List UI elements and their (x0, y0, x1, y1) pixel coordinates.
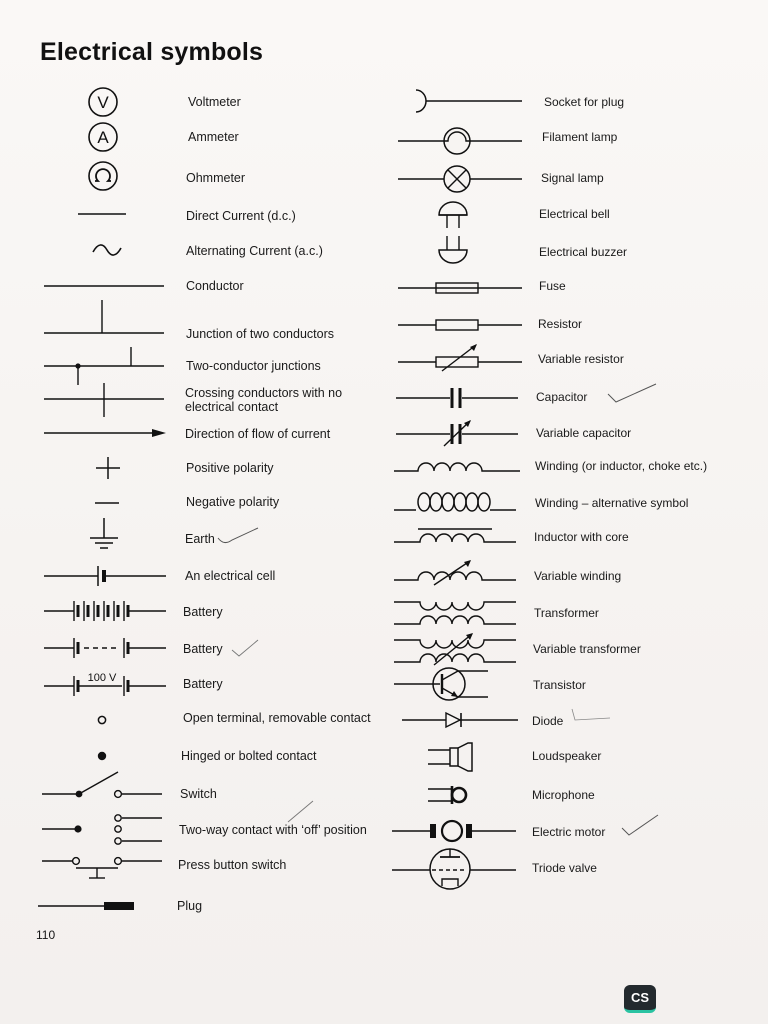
label-variable-winding: Variable winding (534, 569, 622, 583)
label-inductor-core: Inductor with core (534, 530, 629, 544)
positive-polarity-icon (95, 456, 121, 480)
label-variable-transformer: Variable transformer (533, 642, 641, 656)
crossing-conductors-icon (44, 383, 166, 419)
ammeter-icon (85, 121, 121, 153)
variable-capacitor-icon (396, 418, 522, 448)
capacitor-icon (396, 386, 522, 410)
label-socket: Socket for plug (544, 95, 625, 109)
electrical-cell-icon (44, 563, 168, 589)
pencil-tick-icon (230, 638, 260, 662)
label-junction: Junction of two conductors (186, 327, 334, 341)
earth-icon (86, 518, 122, 552)
winding-icon (394, 458, 522, 476)
junction-icon (44, 300, 166, 340)
microphone-icon (428, 784, 468, 806)
label-diode: Diode (532, 714, 564, 728)
label-battery-2: Battery (183, 642, 223, 656)
pencil-tick-icon (570, 706, 614, 724)
label-electrical-cell: An electrical cell (185, 569, 276, 583)
variable-resistor-icon (398, 342, 524, 372)
label-two-conductor-junctions: Two-conductor junctions (186, 359, 321, 373)
camscanner-badge: CS (624, 985, 656, 1013)
label-crossing-conductors: Crossing conductors with no electrical contact (185, 386, 343, 414)
negative-polarity-icon (94, 501, 120, 505)
socket-icon (410, 88, 526, 114)
pencil-tick-icon (216, 526, 260, 546)
label-ammeter: Ammeter (188, 130, 239, 144)
label-switch: Switch (180, 787, 217, 801)
label-signal-lamp: Signal lamp (541, 171, 604, 185)
label-positive-polarity: Positive polarity (186, 461, 274, 475)
variable-transformer-icon (394, 632, 522, 666)
label-transformer: Transformer (534, 606, 599, 620)
pencil-tick-icon (620, 812, 660, 838)
label-winding-alt: Winding – alternative symbol (535, 496, 689, 510)
label-electric-motor: Electric motor (532, 825, 606, 839)
label-microphone: Microphone (532, 788, 595, 802)
pencil-tick-icon (606, 382, 658, 406)
hinged-contact-icon (96, 750, 108, 762)
transistor-icon (394, 666, 494, 702)
resistor-icon (398, 318, 524, 332)
page-number: 110 (36, 928, 56, 942)
current-direction-arrow-icon (44, 428, 168, 438)
voltmeter-glyph: V (97, 93, 109, 112)
label-electrical-bell: Electrical bell (539, 207, 610, 221)
label-electrical-buzzer: Electrical buzzer (539, 245, 628, 259)
two-way-contact-icon (42, 812, 166, 848)
fuse-icon (398, 281, 524, 295)
electrical-bell-icon (436, 199, 470, 229)
battery-100v-icon (44, 670, 168, 698)
label-battery-3: Battery (183, 677, 223, 691)
label-negative-polarity: Negative polarity (186, 495, 280, 509)
label-capacitor: Capacitor (536, 390, 588, 404)
battery-voltage-label: 100 V (87, 672, 117, 684)
label-open-terminal: Open terminal, removable contact (183, 711, 371, 725)
label-hinged-contact: Hinged or bolted contact (181, 749, 317, 763)
label-loudspeaker: Loudspeaker (532, 749, 602, 763)
diode-icon (402, 710, 522, 730)
inductor-core-icon (394, 526, 522, 546)
open-terminal-icon (96, 714, 108, 726)
conductor-icon (44, 284, 166, 288)
winding-alt-icon (394, 490, 522, 516)
label-battery-1: Battery (183, 605, 223, 619)
label-alternating-current: Alternating Current (a.c.) (186, 244, 323, 258)
label-variable-capacitor: Variable capacitor (536, 426, 632, 440)
signal-lamp-icon (398, 164, 524, 194)
label-direct-current: Direct Current (d.c.) (186, 209, 296, 223)
page-title: Electrical symbols (40, 38, 264, 66)
label-plug: Plug (177, 899, 203, 913)
switch-icon (42, 768, 166, 802)
electrical-buzzer-icon (436, 236, 470, 268)
label-triode-valve: Triode valve (532, 861, 597, 875)
battery-icon (44, 598, 168, 624)
direct-current-icon (78, 212, 128, 216)
filament-lamp-icon (398, 126, 524, 156)
ammeter-glyph: A (97, 128, 109, 147)
battery-dashed-icon (44, 635, 168, 661)
label-conductor: Conductor (186, 279, 244, 293)
label-two-way-contact: Two-way contact with ‘off’ position (179, 823, 367, 837)
transformer-icon (394, 598, 522, 628)
voltmeter-icon (85, 86, 121, 118)
press-button-switch-icon (42, 850, 166, 884)
label-voltmeter: Voltmeter (188, 95, 241, 109)
electric-motor-icon (392, 818, 522, 844)
variable-winding-icon (394, 558, 522, 586)
pencil-tick-icon (286, 798, 316, 828)
label-fuse: Fuse (539, 279, 566, 293)
label-transistor: Transistor (533, 678, 586, 692)
plug-icon (38, 900, 138, 912)
label-winding: Winding (or inductor, choke etc.) (535, 459, 708, 473)
label-earth: Earth (185, 532, 215, 546)
loudspeaker-icon (428, 742, 478, 772)
label-filament-lamp: Filament lamp (542, 130, 618, 144)
ohmmeter-icon (85, 160, 121, 192)
label-current-direction: Direction of flow of current (185, 427, 331, 441)
label-variable-resistor: Variable resistor (538, 352, 624, 366)
label-press-button-switch: Press button switch (178, 858, 287, 872)
alternating-current-icon (92, 242, 122, 258)
label-resistor: Resistor (538, 317, 583, 331)
triode-valve-icon (392, 848, 522, 890)
label-ohmmeter: Ohmmeter (186, 171, 246, 185)
